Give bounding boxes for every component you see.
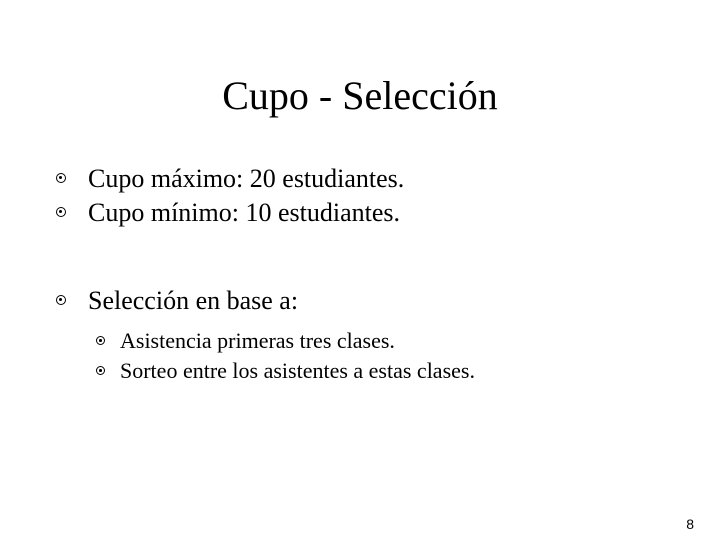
bullet-dot-icon [56,295,66,305]
bullet-item-min-capacity [56,196,404,230]
page-number: 8 [686,516,694,532]
bullet-dot-icon [56,173,66,183]
bullet-item-selection [56,284,298,318]
sub-bullet-draw [96,356,475,386]
bullet-text: Selección en base a: [88,286,299,315]
sub-bullet-attendance [96,326,475,356]
bullet-dot-icon [56,207,66,217]
bullet-item-max-capacity [56,162,404,196]
top-bullet-list [56,162,404,230]
slide-title: Cupo - Selección [222,73,498,118]
sub-bullet-text: Sorteo entre los asistentes a estas clases. [120,358,475,383]
sub-bullet-dot-icon [96,336,105,345]
sub-bullet-dot-icon [96,366,105,375]
selection-sub-list [96,326,475,386]
sub-bullet-text: Asistencia primeras tres clases. [120,328,395,353]
bullet-text: Cupo máximo: 20 estudiantes. [88,164,405,193]
selection-bullet-list [56,284,298,318]
bullet-text: Cupo mínimo: 10 estudiantes. [88,198,400,227]
